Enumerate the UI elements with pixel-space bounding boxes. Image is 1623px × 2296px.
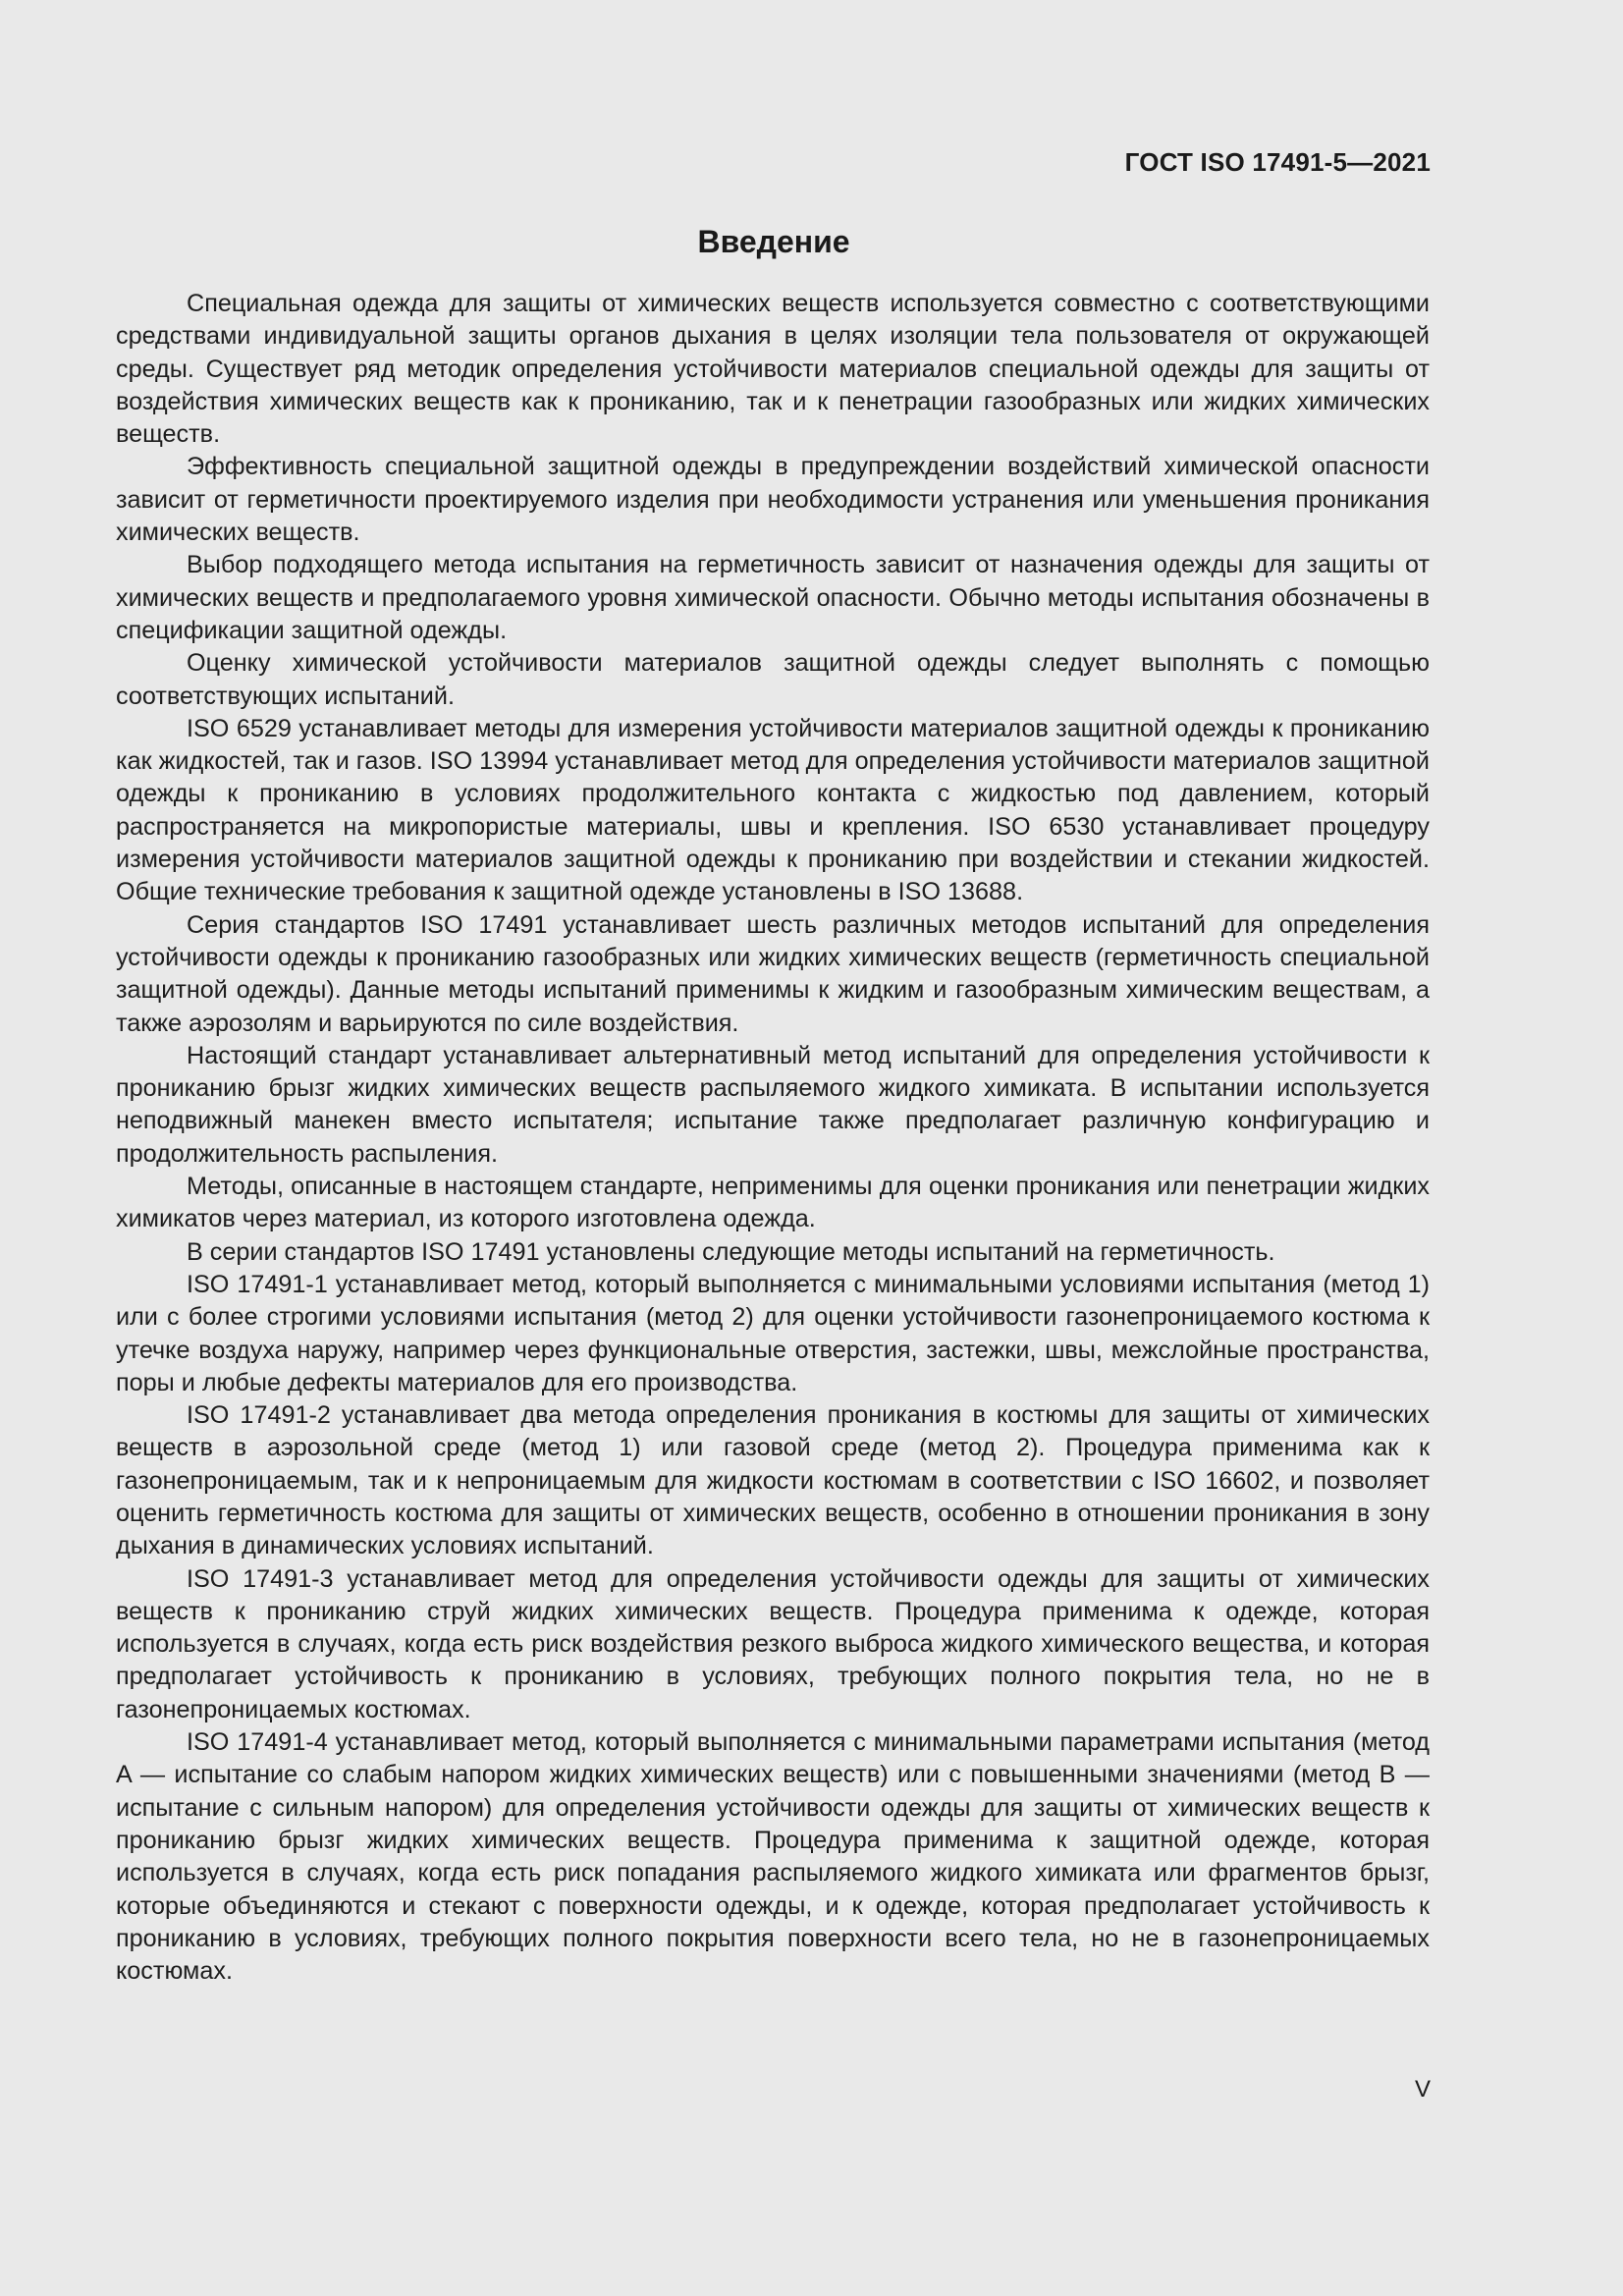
paragraph: Специальная одежда для защиты от химических веществ используется совместно с соответствующими средствами индивидуальной защиты органов дыхания в целях изоляции тела пользователя от окружающей среды. Существует ряд методик определения устойчивости материалов специальной одежды для защиты от воздействия химических веществ как к прониканию, так и к пенетрации газообразных или жидких химических веществ. xyxy=(116,290,1430,449)
paragraph: Настоящий стандарт устанавливает альтернативный метод испытаний для определения устойчивости к прониканию брызг жидких химических веществ распыляемого жидкого химиката. В испытании используется неподвижный манекен вместо испытателя; испытание также предполагает различную конфигурацию и продолжительность распыления. xyxy=(116,1041,1430,1168)
page-number: V xyxy=(1414,2076,1431,2103)
paragraph: ISO 6529 устанавливает методы для измерения устойчивости материалов защитной одежды к прониканию как жидкостей, так и газов. ISO 13994 устанавливает метод для определения устойчивости материалов защитной одежды к прониканию в условиях продолжительного контакта с жидкостью под давлением, который распространяется на микропористые материалы, швы и крепления. ISO 6530 устанавливает процедуру измерения устойчивости материалов защитной одежды к прониканию при воздействии и стекании жидкостей. Общие технические требования к защитной одежде установлены в ISO 13688. xyxy=(116,714,1430,906)
standard-id-header: ГОСТ ISO 17491-5—2021 xyxy=(1124,147,1431,177)
paragraph: В серии стандартов ISO 17491 установлены следующие методы испытаний на герметичность. xyxy=(187,1237,1275,1266)
paragraph: ISO 17491-3 устанавливает метод для определения устойчивости одежды для защиты от химических веществ к прониканию струй жидких химических веществ. Процедура применима к одежде, которая используется в случаях, когда есть риск воздействия резкого выброса жидкого химического вещества, и которая предполагает устойчивость к прониканию в условиях, требующих полного покрытия тела, но не в газонепроницаемых костюмах. xyxy=(116,1564,1430,1723)
paragraph: ISO 17491-4 устанавливает метод, который выполняется с минимальными параметрами испытания (метод A — испытание со слабым напором жидких химических веществ) или с повышенными значениями (метод B — испытание с сильным напором) для определения устойчивости одежды для защиты от химических веществ к прониканию брызг жидких химических веществ. Процедура применима к защитной одежде, которая используется в случаях, когда есть риск попадания распыляемого жидкого химиката или фрагментов брызг, которые объединяются и стекают с поверхности одежды, и к одежде, которая предполагает устойчивость к прониканию в условиях, требующих полного покрытия поверхности всего тела, но не в газонепроницаемых костюмах. xyxy=(116,1728,1430,1986)
paragraph: ISO 17491-2 устанавливает два метода определения проникания в костюмы для защиты от химических веществ в аэрозольной среде (метод 1) или газовой среде (метод 2). Процедура применима как к газонепроницаемым, так и к непроницаемым для жидкости костюмам в соответствии с ISO 16602, и позволяет оценить герметичность костюма для защиты от химических веществ, особенно в отношении проникания в зону дыхания в динамических условиях испытаний. xyxy=(116,1401,1430,1560)
paragraph: Выбор подходящего метода испытания на герметичность зависит от назначения одежды для защиты от химических веществ и предполагаемого уровня химической опасности. Обычно методы испытания обозначены в спецификации защитной одежды. xyxy=(116,551,1430,644)
paragraph: Методы, описанные в настоящем стандарте, неприменимы для оценки проникания или пенетрации жидких химикатов через материал, из которого изготовлена одежда. xyxy=(116,1173,1430,1233)
paragraph: Оценку химической устойчивости материалов защитной одежды следует выполнять с помощью соответствующих испытаний. xyxy=(116,649,1430,710)
section-title: Введение xyxy=(697,224,850,259)
paragraph: Эффективность специальной защитной одежды в предупреждении воздействий химической опасности зависит от герметичности проектируемого изделия при необходимости устранения или уменьшения проникания химических веществ. xyxy=(116,453,1430,547)
paragraph: Серия стандартов ISO 17491 устанавливает шесть различных методов испытаний для определения устойчивости одежды к прониканию газообразных или жидких химических веществ (герметичность специальной защитной одежды). Данные методы испытаний применимы к жидким и газообразным химическим веществам, а также аэрозолям и варьируются по силе воздействия. xyxy=(116,910,1430,1037)
paragraph: ISO 17491-1 устанавливает метод, который выполняется с минимальными условиями испытания (метод 1) или с более строгими условиями испытания (метод 2) для оценки устойчивости газонепроницаемого костюма к утечке воздуха наружу, например через функциональные отверстия, застежки, швы, межслойные пространства, поры и любые дефекты материалов для его производства. xyxy=(116,1270,1430,1396)
body-text xyxy=(116,288,1430,1988)
